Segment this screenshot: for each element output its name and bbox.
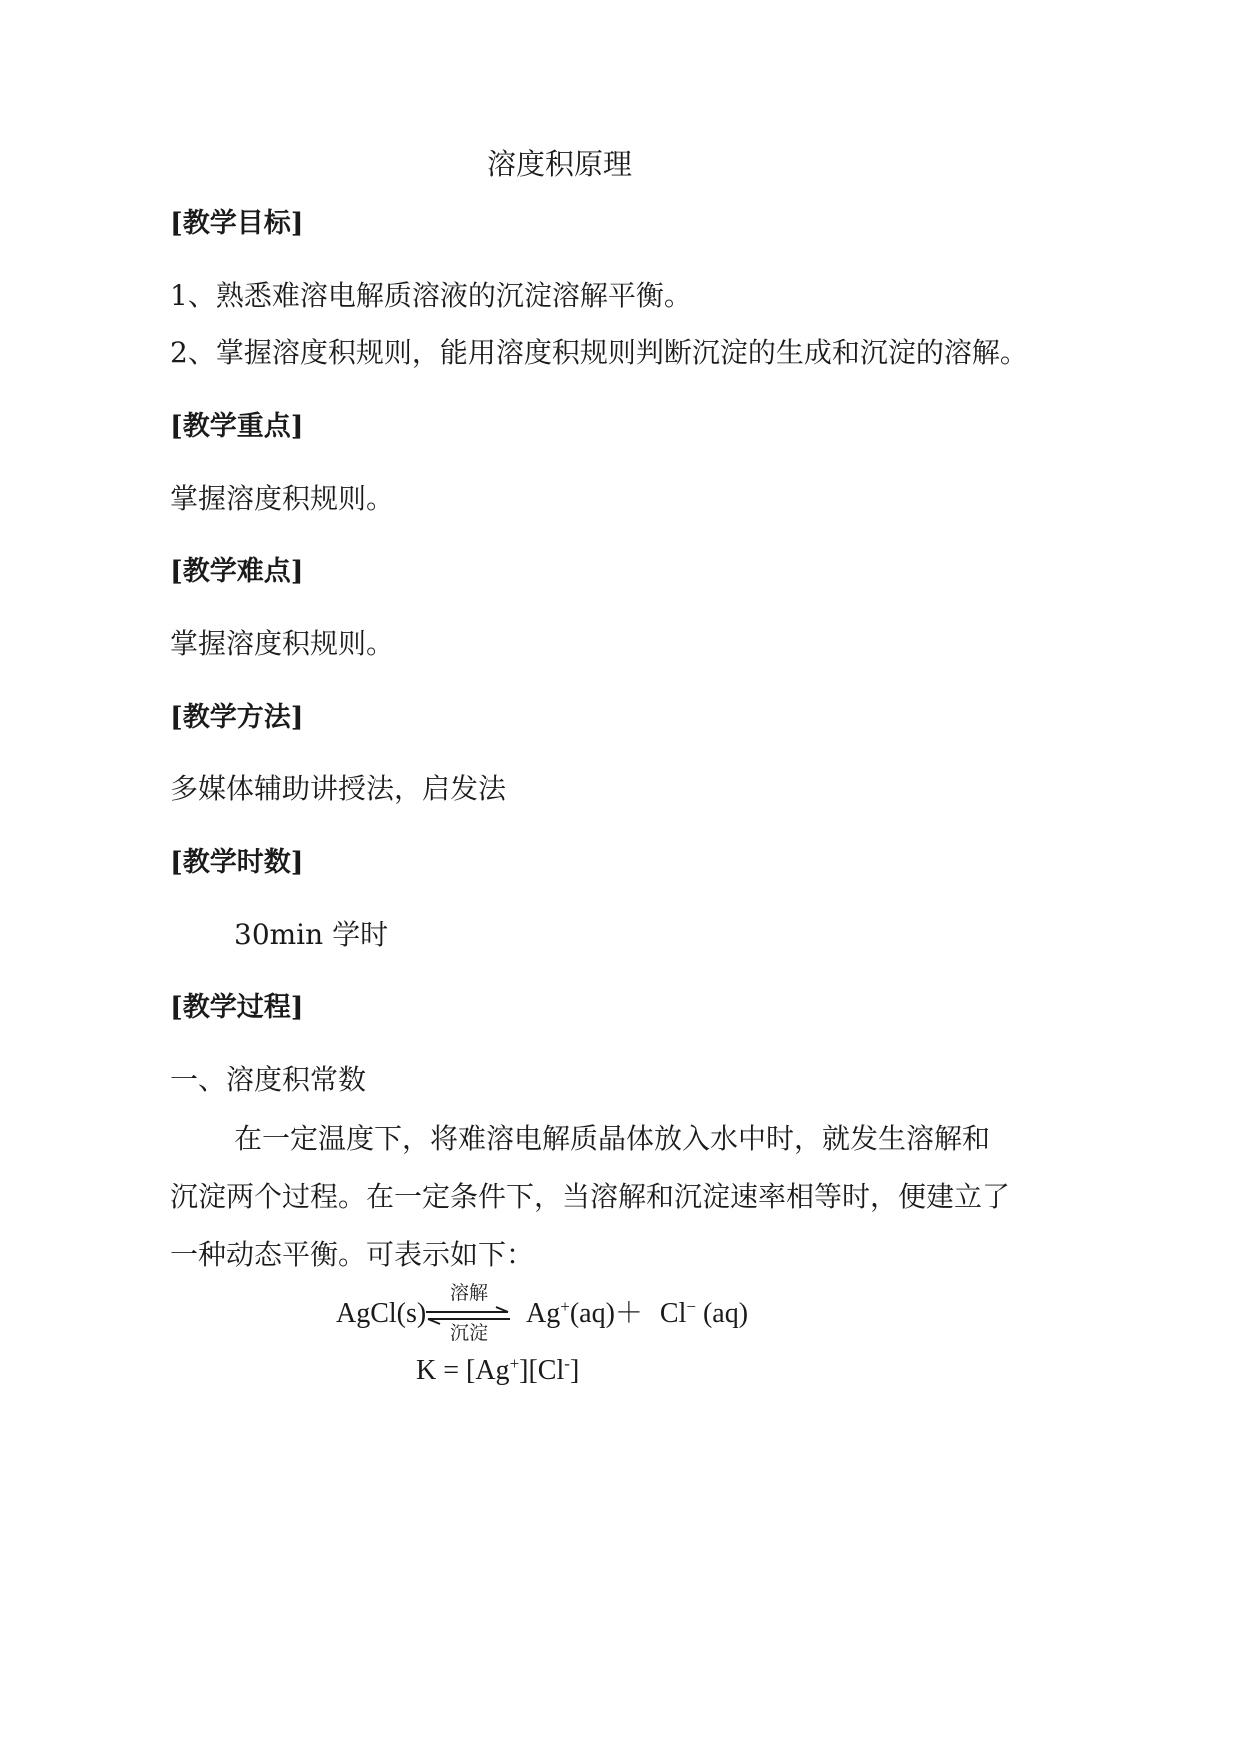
silver-ion-charge: + — [560, 1297, 570, 1316]
hours-text: 30min 学时 — [234, 918, 389, 951]
heading-difficulties: [教学难点] — [170, 556, 304, 587]
constant-suffix: ] — [569, 1355, 580, 1386]
heading-objectives: [教学目标] — [170, 208, 304, 239]
page-title: 溶度积原理 — [487, 147, 633, 181]
paragraph-line: 沉淀两个过程。在一定条件下，当溶解和沉淀速率相等时，便建立了 — [170, 1180, 1011, 1213]
arrow-label-dissolve: 溶解 — [450, 1282, 489, 1304]
arrow-label-precipitate: 沉淀 — [450, 1322, 489, 1344]
objective-item: 2、掌握溶度积规则，能用溶度积规则判断沉淀的生成和沉淀的溶解。 — [170, 336, 1028, 369]
paragraph-line: 一种动态平衡。可表示如下： — [170, 1238, 535, 1271]
constant-prefix: K = [Ag — [416, 1355, 510, 1386]
equilibrium-arrow — [424, 1284, 512, 1344]
product-chloride-ion: Cl — [659, 1298, 687, 1329]
heading-methods: [教学方法] — [170, 702, 304, 733]
objective-item: 1、熟悉难溶电解质溶液的沉淀溶解平衡。 — [170, 279, 692, 312]
heading-process: [教学过程] — [170, 992, 304, 1023]
chloride-ion-charge: − — [686, 1297, 696, 1316]
equilibrium-constant — [416, 1354, 580, 1386]
heading-hours: [教学时数] — [170, 847, 304, 878]
constant-charge-chloride: - — [564, 1354, 570, 1373]
chloride-ion-state: (aq) — [695, 1298, 749, 1329]
silver-ion-state: (aq)＋ — [569, 1298, 643, 1329]
key-points-text: 掌握溶度积规则。 — [170, 482, 395, 515]
paragraph-line: 在一定温度下，将难溶电解质晶体放入水中时，就发生溶解和 — [234, 1122, 991, 1155]
heading-key-points: [教学重点] — [170, 411, 304, 442]
product-silver-ion: Ag — [526, 1298, 561, 1329]
methods-text: 多媒体辅助讲授法，启发法 — [170, 772, 507, 805]
difficulties-text: 掌握溶度积规则。 — [170, 627, 395, 660]
equilibrium-products — [526, 1297, 749, 1329]
equilibrium-reactant: AgCl(s) — [336, 1298, 427, 1329]
process-subheading: 一、溶度积常数 — [170, 1063, 367, 1096]
constant-middle: ][Cl — [519, 1355, 565, 1386]
constant-charge-silver: + — [509, 1354, 520, 1373]
